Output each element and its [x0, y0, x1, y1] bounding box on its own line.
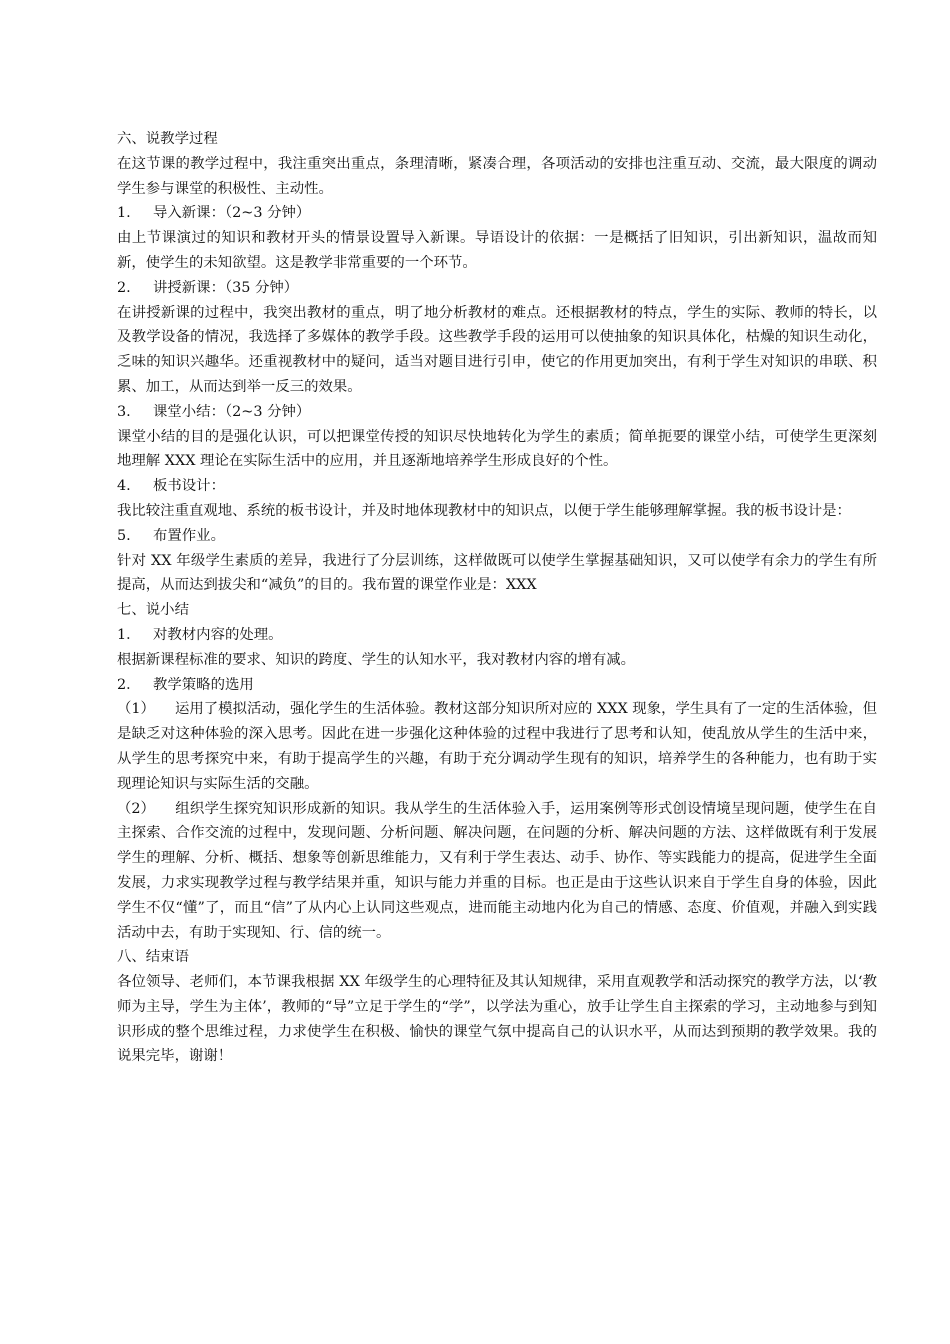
s7-item-2-title: 教学策略的选用: [153, 676, 254, 693]
item-5-title: 布置作业。: [153, 527, 225, 544]
s7-item-1-number: 1．: [117, 626, 141, 643]
section-8-heading: 八、结束语: [117, 949, 189, 966]
item-5-body: 针对 XX 年级学生素质的差异，我进行了分层训练，这样做既可以使学生掌握基础知识，又可以使学有余力的学生有所提高，从而达到拔尖和“减负”的目的。我布置的课堂作业是：XXX: [117, 552, 877, 594]
item-5-number: 5.: [117, 527, 131, 544]
item-4-body: 我比较注重直观地、系统的板书设计，并及时地体现教材中的知识点，以便于学生能够理解掌握。我的板书设计是：: [117, 502, 851, 519]
item-2-body: 在讲授新课的过程中，我突出教材的重点，明了地分析教材的难点。还根据教材的特点，学生的实际、教师的特长，以及教学设备的情况，我选择了多媒体的教学手段。这些教学手段的运用可以使抽象的知识具体化，枯燥的知识生动化，乏味的知识兴趣华。还重视教材中的疑问，适当对题目进行引申，使它的作用更加突出，有利于学生对知识的串联、积累、加工，从而达到举一反三的效果。: [117, 304, 877, 395]
item-3-body: 课堂小结的目的是强化认识，可以把课堂传授的知识尽快地转化为学生的素质；简单扼要的课堂小结，可使学生更深刻地理解 XXX 理论在实际生活中的应用，并且逐渐地培养学生形成良好的个性。: [117, 428, 877, 470]
section-6-heading: 六、说教学过程: [117, 131, 218, 147]
s7-item-2-number: 2．: [117, 676, 141, 693]
document-page: [117, 127, 877, 1069]
s7-sub-2-body: 组织学生探究知识形成新的知识。我从学生的生活体验入手，运用案例等形式创设情境呈现问题，使学生在自主探索、合作交流的过程中，发现问题、分析问题、解决问题，在问题的分析、解决问题的方法、这样做既有利于发展学生的理解、分析、概括、想象等创新思维能力，又有利于学生表达、动手、协作、等实践能力的提高，促进学生全面发展，力求实现教学过程与教学结果并重，知识与能力并重的目标。也正是由于这些认识来自于学生自身的体验，因此学生不仅“懂”了，而且“信”了从内心上认同这些观点，进而能主动地内化为自己的情感、态度、价值观，并融入到实践活动中去，有助于实现知、行、信的统一。: [117, 800, 877, 941]
item-1-number: 1.: [117, 205, 131, 222]
section-8-body: 各位领导、老师们，本节课我根据 XX 年级学生的心理特征及其认知规律，采用直观教学和活动探究的教学方法，以‘教师为主导，学生为主体’，教师的“导”立足于学生的“学”，以学法为重心，放手让学生自主探索的学习，主动地参与到知识形成的整个思维过程，力求使学生在积极、愉快的课堂气氛中提高自己的认识水平，从而达到预期的教学效果。我的说果完毕，谢谢！: [117, 974, 877, 1065]
s7-sub-1-paragraph: [117, 697, 877, 796]
s7-item-1-title-line: [117, 623, 877, 648]
item-4-title: 板书设计：: [153, 478, 225, 495]
item-2-title-line: [117, 276, 877, 301]
item-3-title-line: [117, 400, 877, 425]
item-1-title: 导入新课：（2~3 分钟）: [153, 205, 311, 222]
item-2-number: 2.: [117, 279, 131, 296]
section-6-intro: 在这节课的教学过程中，我注重突出重点，条理清晰，紧凑合理，各项活动的安排也注重互动、交流，最大限度的调动学生参与课堂的积极性、主动性。: [117, 155, 877, 197]
s7-item-2-title-line: [117, 673, 877, 698]
item-2-title: 讲授新课：（35 分钟）: [153, 279, 299, 296]
item-1-title-line: [117, 201, 877, 226]
item-5-title-line: [117, 524, 877, 549]
item-1-body: 由上节课演过的知识和教材开头的情景设置导入新课。导语设计的依据：一是概括了旧知识，引出新知识，温故而知新，使学生的未知欲望。这是教学非常重要的一个环节。: [117, 230, 877, 271]
s7-sub-1-number: （1）: [117, 701, 155, 718]
s7-item-1-body: 根据新课程标准的要求、知识的跨度、学生的认知水平，我对教材内容的增有减。: [117, 651, 636, 668]
s7-item-1-title: 对教材内容的处理。: [153, 626, 283, 643]
s7-sub-2-number: （2）: [117, 800, 155, 817]
s7-sub-2-paragraph: [117, 797, 877, 946]
section-7-heading: 七、说小结: [117, 602, 189, 619]
item-3-number: 3.: [117, 403, 131, 420]
item-3-title: 课堂小结：（2~3 分钟）: [153, 403, 311, 420]
item-4-title-line: [117, 474, 877, 499]
s7-sub-1-body: 运用了模拟活动，强化学生的生活体验。教材这部分知识所对应的 XXX 现象，学生具有了一定的生活体验，但是缺乏对这种体验的深入思考。因此在进一步强化这种体验的过程中我进行了思考和认知，使乱放从学生的生活中来，从学生的思考探究中来，有助于提高学生的兴趣，有助于充分调动学生现有的知识，培养学生的各种能力，也有助于实现理论知识与实际生活的交融。: [117, 701, 877, 792]
item-4-number: 4.: [117, 478, 131, 495]
